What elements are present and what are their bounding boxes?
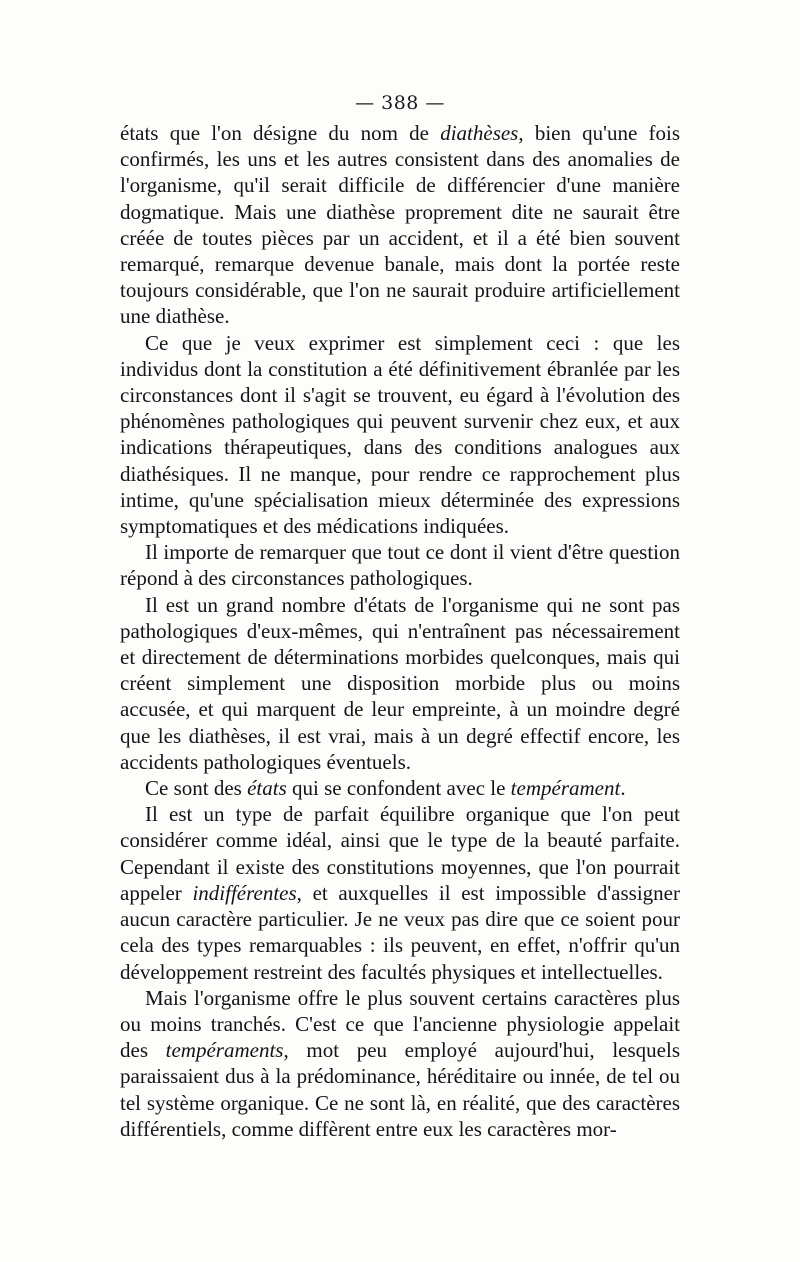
italic-term: diathèses xyxy=(440,121,519,145)
text-run: Il est un grand nombre d'états de l'organisme qui ne sont pas pathologiques d'eux-mêmes, qui n'entraînent pas nécessairement et directement de déterminations morbides quelconques, mais qui créent simplement une disposition morbide plus ou moins accusée, et qui marquent de leur empreinte, à un moindre degré que les diathèses, il est vrai, mais à un degré effectif encore, les accidents pathologiques éventuels. xyxy=(120,592,680,774)
text-run: . xyxy=(620,776,626,801)
italic-term: tempérament xyxy=(510,776,621,801)
text-run: Il est un type de parfait équilibre organique que l'on peut considérer comme idéal, ainsi que le type de la beauté parfaite. Cependant il existe des constitutions moyennes, que l'on pourrait appeler xyxy=(120,802,680,905)
paragraph xyxy=(120,801,680,984)
text-run: Ce que je veux exprimer est simplement ceci : que les individus dont la constitution a été définitivement ébranlée par les circonstances dont il s'agit se trouvent, eu égard à l'évolution des phénomènes pathologiques qui peuvent survenir chez eux, et aux indications thérapeutiques, dans des conditions analogues aux diathésiques. Il ne manque, pour rendre ce rapprochement plus intime, qu'une spécialisation mieux déterminée des expressions symptomatiques et des médications indiquées. xyxy=(120,330,680,539)
italic-term: indifférentes xyxy=(192,880,297,905)
paragraph xyxy=(120,985,680,1142)
body-text xyxy=(120,120,680,1142)
text-run: Il importe de remarquer que tout ce dont il vient d'être question répond à des circonstances pathologiques. xyxy=(120,540,680,591)
text-run: Mais l'organisme offre le plus souvent certains caractères plus ou moins tranchés. C'est ce que l'ancienne physiologie appelait des xyxy=(120,985,680,1063)
text-run: , mot peu employé aujourd'hui, lesquels paraissaient dus à la prédominance, héréditaire ou innée, de tel ou tel système organique. Ce ne sont là, en réalité, que des caractères différentiels, comme diffèrent entre eux les caractères mor- xyxy=(120,1038,680,1141)
text-run: Ce sont des xyxy=(145,776,248,801)
paragraph xyxy=(120,539,680,591)
text-run: , et auxquelles il est impossible d'assigner aucun caractère particulier. Je ne veux pas dire que ce soient pour cela des types remarquables : ils peuvent, en effet, n'offrir qu'un développement restreint des facultés physiques et intellectuelles. xyxy=(120,880,680,984)
paragraph xyxy=(120,775,680,801)
paragraph xyxy=(120,592,680,775)
text-run: états que l'on désigne du nom de xyxy=(120,121,441,145)
paragraph xyxy=(120,330,680,540)
paragraph xyxy=(120,120,680,330)
italic-term: états xyxy=(247,776,287,801)
text-run: qui se confondent avec le xyxy=(286,776,511,801)
italic-term: tempéraments xyxy=(165,1038,284,1063)
text-run: , bien qu'une fois confirmés, les uns et les autres consistent dans des anomalies de l'organisme, qu'il serait difficile de différencier d'une manière dogmatique. Mais une diathèse proprement dite ne saurait être créée de toutes pièces par un accident, et il a été bien souvent remarqué, remarque devenue banale, mais dont la portée reste toujours considérable, que l'on ne saurait produire artificiellement une diathèse. xyxy=(120,121,680,329)
page-number: — 388 — xyxy=(355,92,445,114)
